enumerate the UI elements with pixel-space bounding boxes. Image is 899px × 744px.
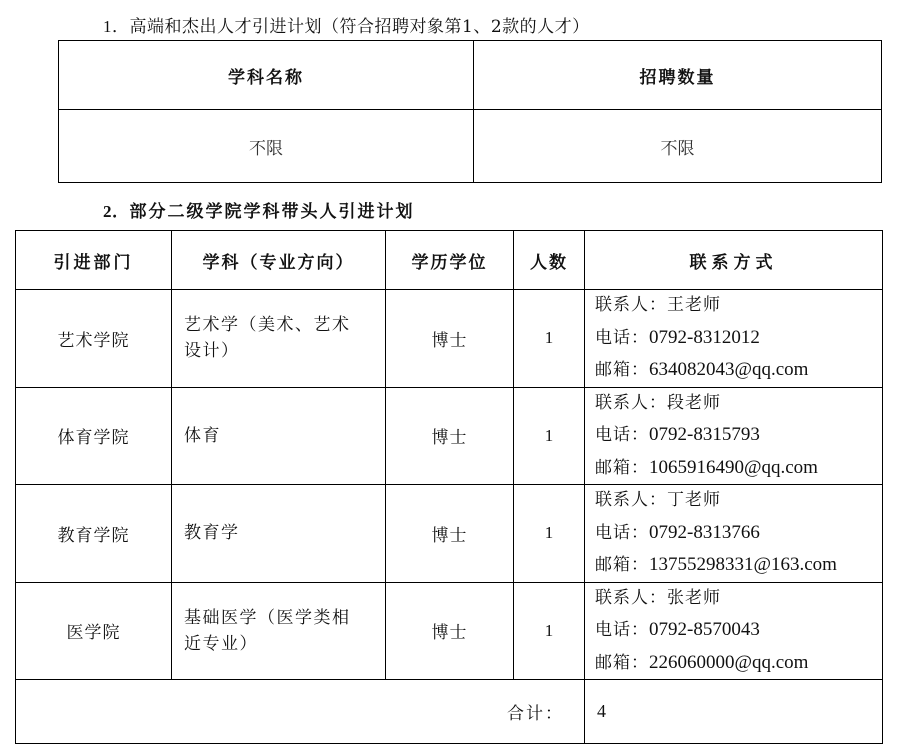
header-degree: 学历学位 [386, 231, 514, 290]
cell-degree: 博士 [386, 290, 514, 388]
header-subject-name: 学科名称 [59, 41, 474, 110]
section-2-number: 2． [103, 202, 130, 221]
subject-line: 教育学 [184, 523, 240, 544]
contact-email: 邮箱：226060000@qq.com [595, 651, 809, 673]
contact-phone: 电话：0792-8312012 [595, 326, 760, 348]
cell-degree: 博士 [386, 485, 514, 583]
contact-email: 邮箱：634082043@qq.com [595, 359, 809, 380]
total-row [16, 680, 883, 744]
subject-line: 设计） [184, 341, 240, 362]
cell-contact [585, 290, 883, 388]
cell-count: 1 [514, 485, 585, 583]
table-row [59, 110, 882, 183]
header-department: 引进部门 [16, 231, 172, 290]
cell-department: 体育学院 [16, 387, 172, 485]
section-2-heading [103, 197, 415, 222]
cell-subject [172, 485, 386, 583]
table-row [16, 290, 883, 388]
header-contact: 联系方式 [585, 231, 883, 290]
contact-email: 邮箱：1065916490@qq.com [595, 456, 818, 478]
cell-count: 1 [514, 290, 585, 388]
total-value: 4 [585, 680, 883, 744]
table-header-row [59, 41, 882, 110]
section-1-number: 1． [103, 17, 130, 36]
contact-phone: 电话：0792-8315793 [595, 424, 760, 445]
discipline-leader-table [15, 230, 883, 744]
header-recruit-count: 招聘数量 [474, 41, 882, 110]
contact-person: 联系人：王老师 [595, 295, 721, 315]
table-row [16, 582, 883, 680]
cell-degree: 博士 [386, 582, 514, 680]
header-count: 人数 [514, 231, 585, 290]
cell-department: 教育学院 [16, 485, 172, 583]
total-label: 合计： [16, 680, 585, 744]
table-header-row [16, 231, 883, 290]
contact-person: 联系人：张老师 [595, 587, 721, 608]
contact-person: 联系人：段老师 [595, 392, 721, 413]
header-subject: 学科（专业方向） [172, 231, 386, 290]
cell-subject-name: 不限 [59, 110, 474, 183]
subject-line: 体育 [184, 425, 221, 446]
contact-email: 邮箱：13755298331@163.com [595, 554, 837, 575]
subject-line: 近专业） [184, 633, 258, 654]
section-1-title: 高端和杰出人才引进计划（符合招聘对象第1、2款的人才） [129, 17, 590, 37]
cell-contact [585, 582, 883, 680]
cell-count: 1 [514, 387, 585, 485]
contact-phone: 电话：0792-8313766 [595, 521, 760, 543]
table-row [16, 485, 883, 583]
cell-department: 医学院 [16, 582, 172, 680]
contact-phone: 电话：0792-8570043 [595, 619, 760, 640]
cell-contact [585, 387, 883, 485]
cell-degree: 博士 [386, 387, 514, 485]
table-row [16, 387, 883, 485]
cell-subject [172, 387, 386, 485]
cell-department: 艺术学院 [16, 290, 172, 388]
cell-count: 1 [514, 582, 585, 680]
cell-recruit-count: 不限 [474, 110, 882, 183]
talent-plan-table [58, 40, 882, 183]
subject-line: 艺术学（美术、艺术 [184, 315, 351, 336]
section-1-heading [103, 12, 590, 37]
contact-person: 联系人：丁老师 [595, 490, 721, 510]
cell-subject [172, 290, 386, 388]
section-2-title: 部分二级学院学科带头人引进计划 [129, 202, 415, 222]
cell-contact [585, 485, 883, 583]
subject-line: 基础医学（医学类相 [184, 607, 351, 628]
cell-subject [172, 582, 386, 680]
